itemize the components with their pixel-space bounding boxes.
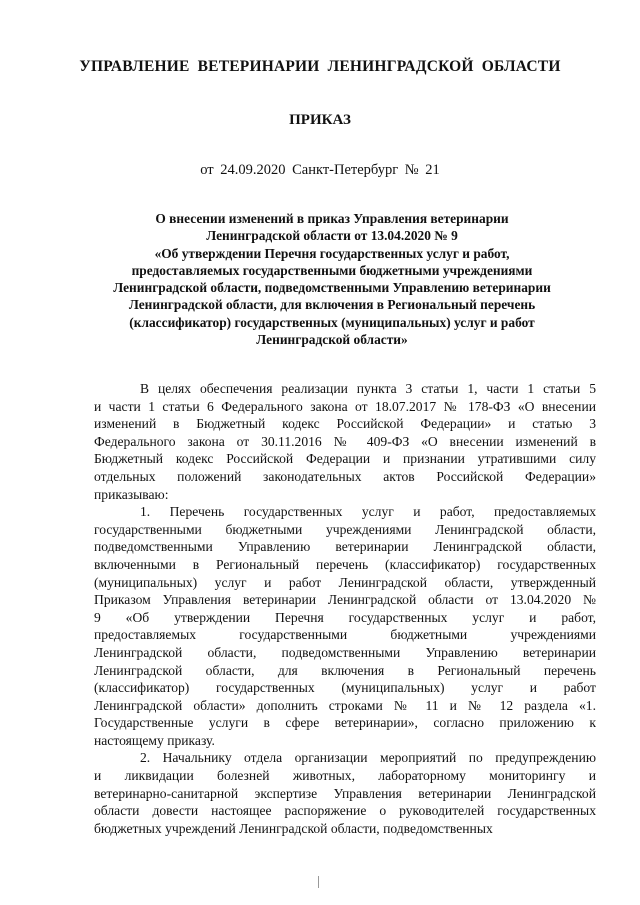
subject-line: О внесении изменений в приказ Управления ветеринарии [155,211,509,226]
subject-line: предоставляемых государственными бюджетными учреждениями [131,262,533,278]
body-line: Ленинградской области, для включения в Региональный перечень [94,662,596,678]
subject-line: Ленинградской области» [256,332,408,348]
body-line: отдельных положений законодательных актов Российской Федерации» [94,468,596,484]
body-line: изменений в Бюджетный кодекс Российской Федерации» и статью 3 [94,416,596,432]
body-line: подведомственными Управлению ветеринарии Ленинградской области, [94,539,596,555]
body-line: (муниципальных) услуг и работ Ленинградской области, утвержденный [94,574,596,590]
body-line: Приказом Управления ветеринарии Ленинградской области от 13.04.2020 № [94,592,596,608]
date-and-number-line: от 24.09.2020 Санкт-Петербург № 21 [200,162,440,178]
body-line: настоящему приказу. [94,732,215,748]
body-line: Государственные услуги в сфере ветеринарии», согласно приложению к [94,715,596,731]
body-line: (классификатор) государственных (муниципальных) услуг и работ [94,680,596,696]
subject-line: «Об утверждении Перечня государственных услуг и работ, [154,245,510,261]
body-paragraph [94,503,596,749]
order-body [94,380,596,837]
body-line: 1. Перечень государственных услуг и работ, предоставляемых [140,504,596,520]
subject-line: Ленинградской области, подведомственными Управлению ветеринарии [113,280,551,296]
subject-line: Ленинградской области, для включения в Региональный перечень [128,297,536,313]
body-line: Ленинградской области» дополнить строками № 11 и № 12 раздела «1. [94,697,596,713]
body-line: приказываю: [94,486,169,502]
body-line: бюджетных учреждений Ленинградской области, подведомственных [94,820,493,836]
agency-name: УПРАВЛЕНИЕ ВЕТЕРИНАРИИ ЛЕНИНГРАДСКОЙ ОБЛАСТИ [79,58,561,75]
body-line: Бюджетный кодекс Российской Федерации и признании утратившими силу [94,451,596,467]
body-line: 9 «Об утверждении Перечня государственных услуг и работ, [94,609,596,625]
order-subject [112,210,552,348]
body-line: и части 1 статьи 6 Федерального закона от 18.07.2017 № 178-ФЗ «О внесении [94,398,596,414]
body-line: Федерального закона от 30.11.2016 № 409-ФЗ «О внесении изменений в [94,433,596,449]
document-type: ПРИКАЗ [289,112,351,128]
body-line: государственными бюджетными учреждениями Ленинградской области, [94,521,596,537]
body-line: В целях обеспечения реализации пункта 3 статьи 1, части 1 статьи 5 [140,381,596,396]
body-paragraph [94,749,596,837]
scan-artifact [318,876,319,888]
body-line: области довести настоящее распоряжение о руководителей государственных [94,803,596,819]
body-line: и ликвидации болезней животных, лабораторному мониторингу и [94,768,596,784]
body-line: ветеринарно-санитарной экспертизе Управления ветеринарии Ленинградской [94,785,596,801]
body-line: предоставляемых государственными бюджетными учреждениями [94,627,596,643]
body-line: включенными в Региональный перечень (классификатор) государственных [94,556,596,572]
body-line: 2. Начальнику отдела организации мероприятий по предупреждению [140,750,596,766]
subject-line: (классификатор) государственных (муниципальных) услуг и работ [129,314,535,330]
subject-line: Ленинградской области от 13.04.2020 № 9 [206,228,458,244]
body-line: Ленинградской области, подведомственными Управлению ветеринарии [94,644,596,660]
body-paragraph [94,380,596,503]
